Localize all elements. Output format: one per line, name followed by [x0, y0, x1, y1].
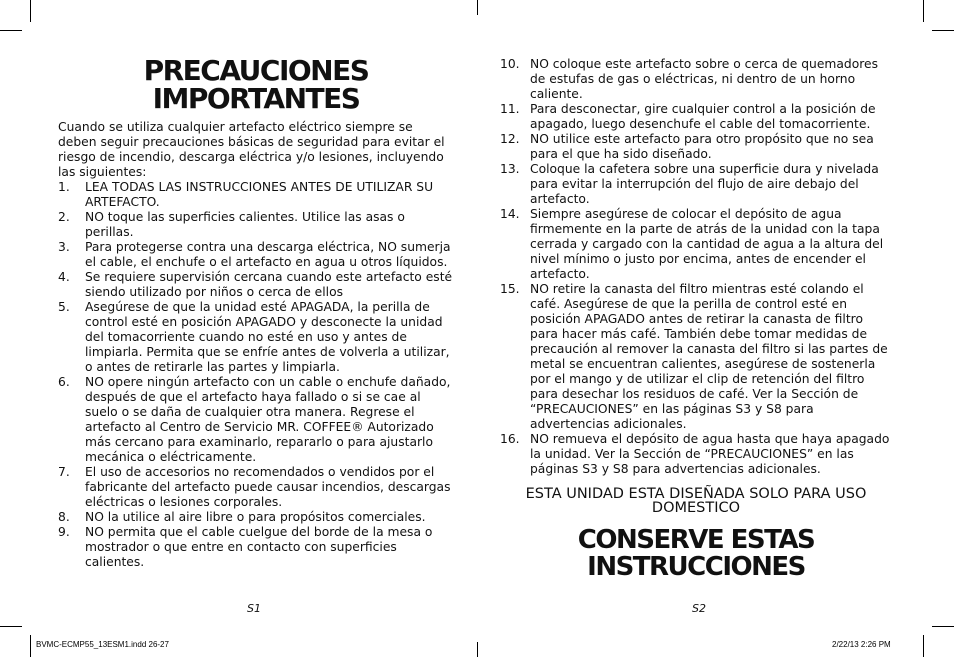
crop-mark [477, 642, 478, 657]
list-item: 4. Se requiere supervisión cercana cuando este artefacto esté siendo utilizado por niños o cerca de ellos [58, 270, 453, 299]
list-item: 5. Asegúrese de que la unidad esté APAGADA, la perilla de control esté en posición APAGADO y desconecte la unidad del tomacorriente cuando no esté en uso y antes de limpiarla. Permita que se enfríe antes de volverla a utilizar, o antes de retirarle las partes y limpiarla. [58, 300, 450, 374]
right-page [500, 0, 892, 625]
page-number-left: S1 [247, 602, 261, 615]
crop-mark [932, 30, 954, 31]
list-item: 7. El uso de accesorios no recomendados o vendidos por el fabricante del artefacto puede causar incendios, descargas eléctricas o lesiones corporales. [58, 465, 451, 509]
crop-mark [30, 635, 31, 657]
crop-mark [0, 626, 22, 627]
crop-mark [932, 626, 954, 627]
list-item: 14. Siempre asegúrese de colocar el depósito de agua firmemente en la parte de atrás de la unidad con la tapa cerrada y cargado con la cantidad de agua a la altura del nivel mínimo o justo por encima, antes de encender el artefacto. [500, 207, 884, 281]
crop-mark [923, 0, 924, 22]
slug-file-info: BVMC-ECMP55_13ESM1.indd 26-27 [36, 640, 169, 649]
list-item: 12. NO utilice este artefacto para otro propósito que no sea para el que ha sido diseñado. [500, 132, 874, 161]
list-item: 16. NO remueva el depósito de agua hasta que haya apagado la unidad. Ver la Sección de “PRECAUCIONES” en las páginas S3 y S8 para advertencias adicionales. [500, 432, 890, 476]
list-item: 2. NO toque las superficies calientes. Utilice las asas o perillas. [58, 210, 405, 239]
precautions-list-right [500, 57, 892, 477]
left-page-title: PRECAUCIONES IMPORTANTES [143, 54, 369, 115]
intro-paragraph: Cuando se utiliza cualquier artefacto eléctrico siempre se deben seguir precauciones básicas de seguridad para evitar el riesgo de incendio, descarga eléctrica y/o lesiones, incluyendo las siguientes: [58, 120, 445, 179]
list-item: 8. NO la utilice al aire libre o para propósitos comerciales. [58, 510, 426, 524]
left-page [58, 0, 454, 625]
list-item: 13. Coloque la cafetera sobre una superficie dura y nivelada para evitar la interrupción del flujo de aire debajo del artefacto. [500, 162, 879, 206]
list-item: 6. NO opere ningún artefacto con un cable o enchufe dañado, después de que el artefacto haya fallado o si se cae al suelo o se daña de cualquier otra manera. Regrese el artefacto al Centro de Servicio MR. COFFEE® Autorizado más cercano para examinarlo, repararlo o para ajustarlo mecánica o eléctricamente. [58, 375, 451, 464]
list-item: 3. Para protegerse contra una descarga eléctrica, NO sumerja el cable, el enchufe o el artefacto en agua u otros líquidos. [58, 240, 451, 269]
right-page-title: CONSERVE ESTAS INSTRUCCIONES [577, 525, 815, 583]
slug-date: 2/22/13 2:26 PM [832, 640, 891, 649]
household-use-notice: ESTA UNIDAD ESTA DISEÑADA SOLO PARA USO DOMESTICO [525, 486, 867, 516]
list-item: 15. NO retire la canasta del filtro mientras esté colando el café. Asegúrese de que la perilla de control esté en posición APAGADO antes de retirar la canasta de filtro para hacer más café. También debe tomar medidas de precaución al remover la canasta del filtro si las partes de metal se encuentran calientes, asegúrese de sostenerla por el mango y de utilizar el clip de retención del filtro para desechar los residuos de café. Ver la Sección de “PRECAUCIONES” en las páginas S3 y S8 para advertencias adicionales. [500, 282, 888, 431]
crop-mark [0, 30, 22, 31]
crop-mark [923, 635, 924, 657]
list-item: 10. NO coloque este artefacto sobre o cerca de quemadores de estufas de gas o eléctricas, ni dentro de un horno caliente. [500, 57, 878, 101]
precautions-list-left [58, 180, 454, 570]
crop-mark [30, 0, 31, 22]
list-item: 11. Para desconectar, gire cualquier control a la posición de apagado, luego desenchufe el cable del tomacorriente. [500, 102, 876, 131]
list-item: 1. LEA TODAS LAS INSTRUCCIONES ANTES DE UTILIZAR SU ARTEFACTO. [58, 180, 434, 209]
list-item: 9. NO permita que el cable cuelgue del borde de la mesa o mostrador o que entre en contacto con superficies calientes. [58, 525, 433, 569]
crop-mark [477, 0, 478, 15]
page-number-right: S2 [692, 602, 706, 615]
